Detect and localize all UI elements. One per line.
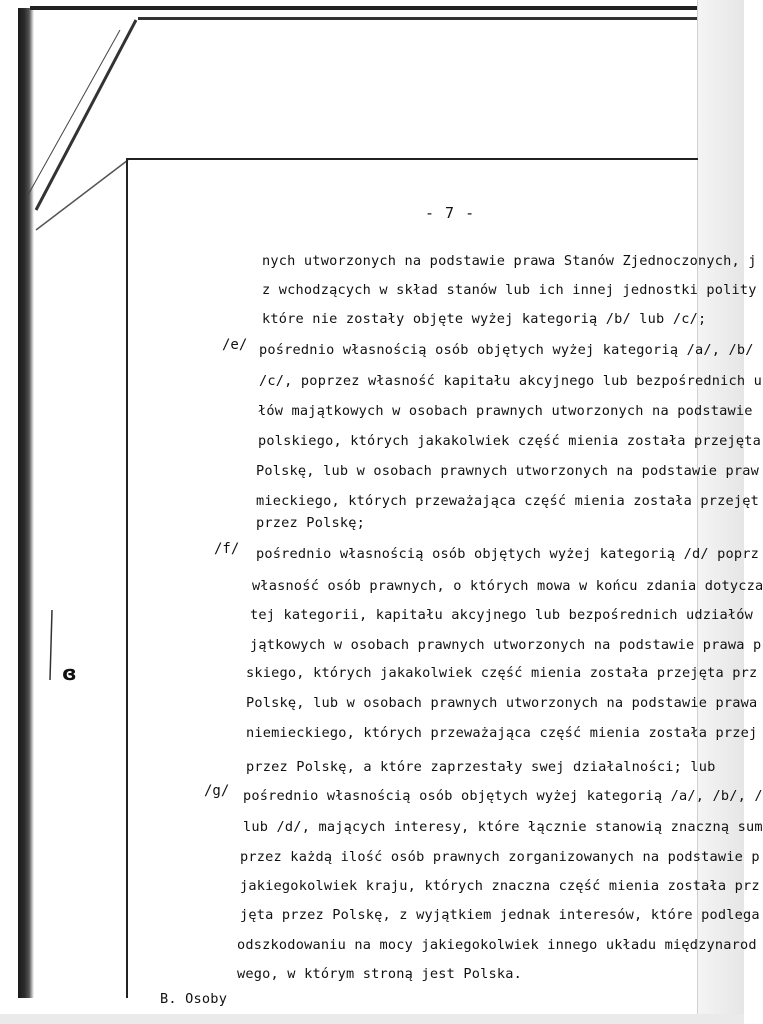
item-marker-e: /e/ (222, 337, 248, 353)
margin-scribble: ɞ (62, 661, 77, 685)
text-line: jątkowych w osobach prawnych utworzonych na podstawie prawa p (250, 637, 762, 653)
text-line: które nie zostały objęte wyżej kategorią /b/ lub /c/; (262, 311, 707, 327)
text-line: jęta przez Polskę, z wyjątkiem jednak interesów, które podlega (240, 907, 760, 923)
text-line: pośrednio własnością osób objętych wyżej kategorią /d/ poprz (256, 546, 760, 562)
footer-fragment: B. Osoby (160, 991, 228, 1007)
page-number: - 7 - (425, 204, 476, 222)
text-line: pośrednio własnością osób objętych wyżej kategorią /a/, /b/, / (243, 788, 763, 804)
text-line: przez każdą ilość osób prawnych zorganizowanych na podstawie p (240, 849, 760, 865)
text-line: Polskę, lub w osobach prawnych utworzonych na podstawie praw (256, 463, 760, 479)
text-line: nych utworzonych na podstawie prawa Stanów Zjednoczonych, j (262, 253, 757, 269)
text-line: jakiegokolwiek kraju, których znaczna część mienia została prz (240, 878, 760, 894)
text-line: przez Polskę, a które zaprzestały swej działalności; lub (246, 759, 716, 775)
text-line: własność osób prawnych, o których mowa w końcu zdania dotycza (252, 578, 763, 594)
text-line: pośrednio własnością osób objętych wyżej kategorią /a/, /b/ (259, 342, 754, 358)
text-line: Polskę, lub w osobach prawnych utworzonych na podstawie prawa (246, 695, 758, 711)
text-line: odszkodowaniu na mocy jakiegokolwiek innego układu międzynarod (237, 937, 757, 953)
text-line: łów majątkowych w osobach prawnych utworzonych na podstawie (258, 403, 753, 419)
text-line: wego, w którym stroną jest Polska. (237, 966, 523, 982)
text-line: lub /d/, mających interesy, które łącznie stanowią znaczną sum (243, 819, 763, 835)
text-line: przez Polskę; (256, 515, 365, 531)
item-marker-f: /f/ (214, 541, 240, 557)
text-line: /c/, poprzez własność kapitału akcyjnego lub bezpośrednich u (259, 373, 763, 389)
text-line: z wchodzących w skład stanów lub ich innej jednostki polity (262, 282, 757, 298)
text-line: skiego, których jakakolwiek część mienia została przejęta prz (246, 665, 758, 681)
item-marker-g: /g/ (204, 783, 230, 799)
text-line: polskiego, których jakakolwiek część mienia została przejęta (258, 433, 762, 449)
text-line: mieckiego, których przeważająca część mienia została przejęt (256, 493, 760, 509)
text-line: tej kategorii, kapitału akcyjnego lub bezpośrednich udziałów (250, 607, 754, 623)
text-line: niemieckiego, których przeważająca część mienia została przej (246, 725, 758, 741)
